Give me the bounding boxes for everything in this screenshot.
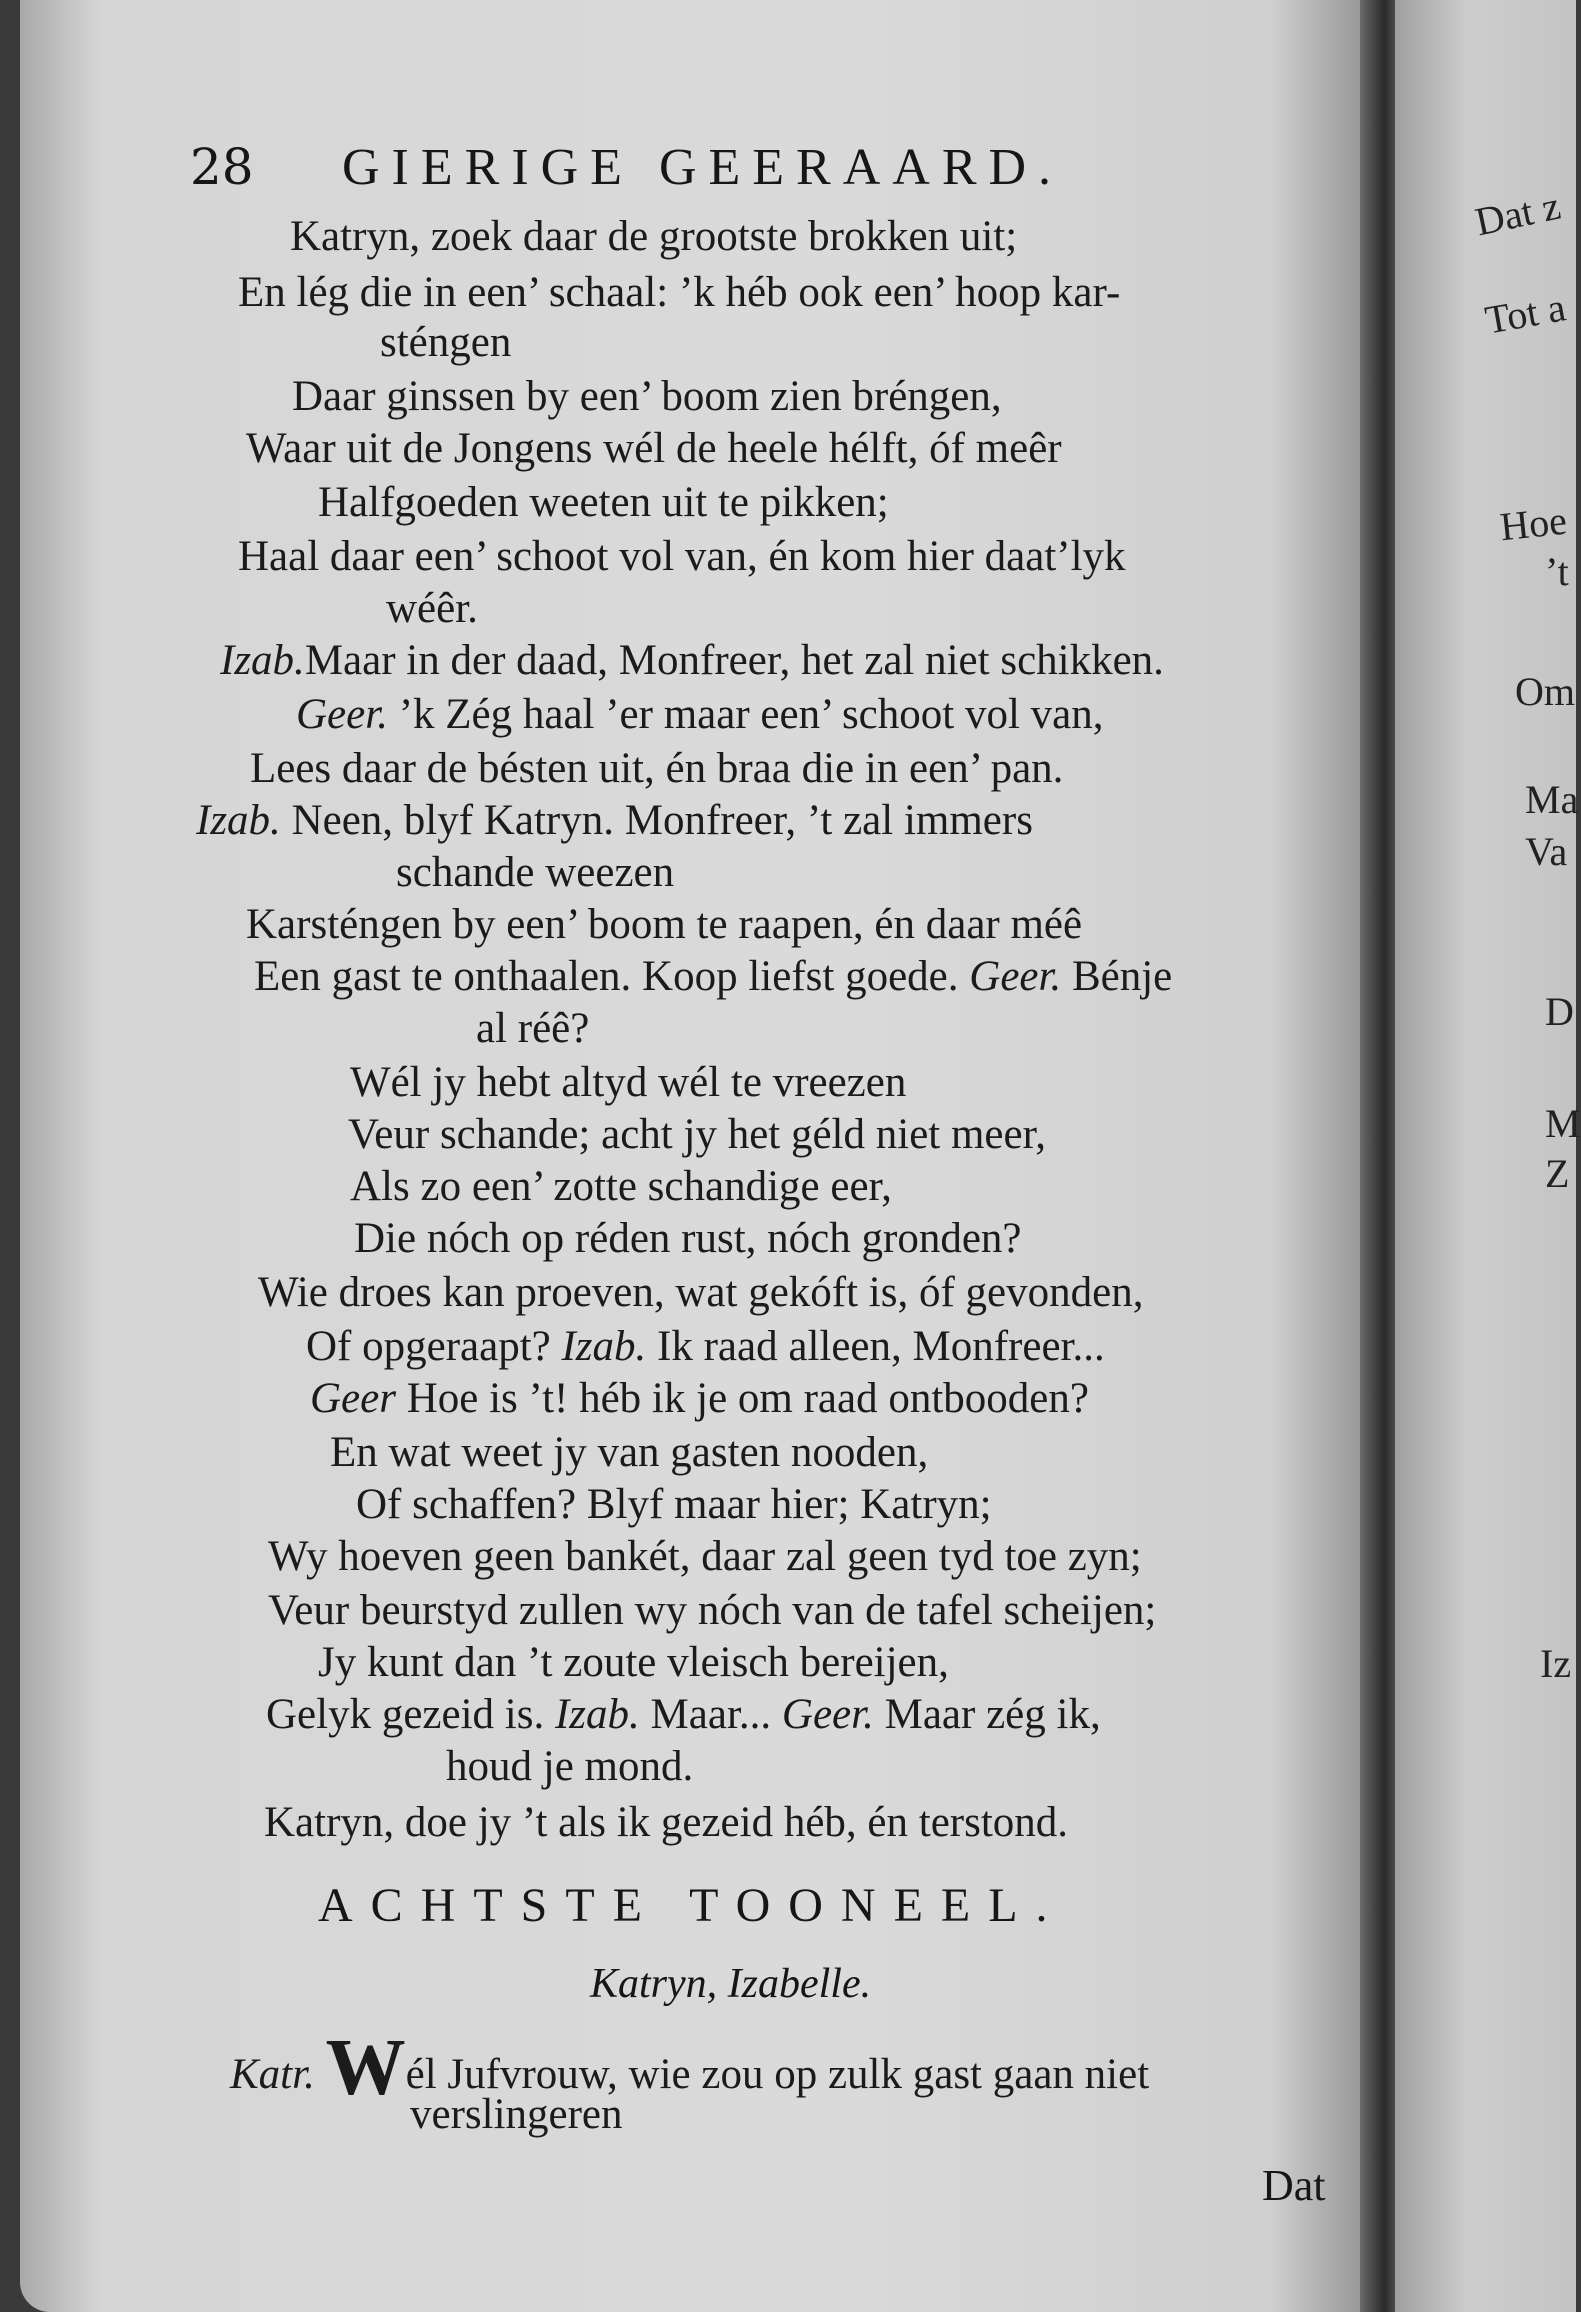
line-text: Katryn, zoek daar de grootste brokken uit; (290, 213, 1018, 260)
line-text: Katryn, doe jy ’t als ik gezeid héb, én terstond. (264, 1799, 1069, 1846)
verse-line (380, 318, 511, 368)
line-text: Een gast te onthaalen. Koop liefst goede. (254, 953, 970, 1000)
line-text: Of opgeraapt? (306, 1323, 562, 1370)
line-text: Jy kunt dan ’t zoute vleisch bereijen, (318, 1639, 949, 1686)
page-number: 28 (190, 138, 254, 196)
line-text: Wie droes kan proeven, wat gekóft is, óf gevonden, (258, 1269, 1144, 1316)
verse-line (318, 1638, 949, 1688)
final-line (230, 2024, 1150, 2112)
verse-line (238, 268, 1120, 318)
facing-fragment: Iz (1540, 1641, 1572, 1686)
speaker-label: Izab. (554, 1691, 640, 1738)
line-text: Hoe is ’t! héb ik je om raad ontbooden? (395, 1375, 1089, 1422)
line-text: Als zo een’ zotte schandige eer, (350, 1163, 892, 1210)
verse-line (356, 1480, 992, 1530)
facing-fragment: Hoe (1497, 497, 1569, 550)
verse-line (354, 1214, 1022, 1264)
speaker-label: Izab. (220, 637, 305, 684)
line-text: Karsténgen by een’ boom te raapen, én daar méê (246, 901, 1083, 948)
speaker-label: Izab. (196, 797, 281, 844)
facing-fragment: Va (1525, 829, 1568, 874)
facing-page (1395, 0, 1581, 2312)
final-line-continuation: verslingeren (410, 2091, 623, 2138)
verse-line (220, 636, 1164, 686)
line-text: Die nóch op réden rust, nóch gronden? (354, 1215, 1022, 1262)
line-text: Maar zég ik, (873, 1691, 1101, 1738)
facing-fragment: Om (1515, 669, 1575, 714)
running-title: GIERIGE GEERAARD. (342, 139, 1064, 196)
line-text: sténgen (380, 319, 512, 366)
line-text: Lees daar de bésten uit, én braa die in een’ pan. (250, 745, 1064, 792)
line-text: En lég die in een’ schaal: ’k héb ook een’ hoop kar- (238, 269, 1121, 316)
line-text: Veur beurstyd zullen wy nóch van de tafel scheijen; (268, 1587, 1157, 1634)
speaker-label: Izab. (561, 1323, 647, 1370)
facing-fragment: Dat z (1471, 182, 1565, 245)
line-text: Halfgoeden weeten uit te pikken; (318, 479, 889, 526)
line-text: Waar uit de Jongens wél de heele hélft, óf meêr (246, 425, 1062, 472)
speaker-label: Geer. (969, 953, 1062, 1000)
verse-line (476, 1004, 589, 1054)
facing-fragment: M (1545, 1101, 1581, 1146)
line-text: En wat weet jy van gasten nooden, (330, 1429, 929, 1476)
line-text: Veur schande; acht jy het géld niet meer, (348, 1111, 1046, 1158)
drop-cap: W (325, 2024, 406, 2112)
facing-fragment: Ma (1525, 777, 1579, 822)
verse-line (306, 1322, 1105, 1372)
verse-line (246, 424, 1062, 474)
line-text: Neen, blyf Katryn. Monfreer, ’t zal immers (280, 797, 1033, 844)
verse-line (296, 690, 1104, 740)
verse-line (348, 1110, 1046, 1160)
line-text: Haal daar een’ schoot vol van, én kom hier daat’lyk (238, 533, 1126, 580)
verse-line (290, 212, 1017, 262)
speaker-label: Geer. (296, 691, 388, 738)
line-text: Gelyk gezeid is. (266, 1691, 555, 1738)
line-text: Wél jy hebt altyd wél te vreezen (350, 1059, 907, 1106)
line-text: Wy hoeven geen bankét, daar zal geen tyd toe zyn; (268, 1533, 1142, 1580)
verse-line (268, 1586, 1156, 1636)
verse-line (264, 1798, 1068, 1848)
line-text: Of schaffen? Blyf maar hier; Katryn; (356, 1481, 992, 1528)
line-text: Maar in der daad, Monfreer, het zal niet schikken. (304, 637, 1164, 684)
verse-line (238, 532, 1126, 582)
verse-line (350, 1162, 892, 1212)
speaker-label: Katr. (230, 2051, 315, 2098)
verse-line (310, 1374, 1089, 1424)
verse-line (258, 1268, 1143, 1318)
verse-line (350, 1058, 906, 1108)
verse-line (318, 478, 889, 528)
facing-fragment: D (1545, 989, 1574, 1034)
scene-persons: Katryn, Izabelle. (590, 1961, 872, 2007)
verse-line (396, 848, 674, 898)
facing-fragment: ’t (1545, 549, 1569, 594)
line-text: wéêr. (386, 585, 478, 632)
verse-line (266, 1690, 1101, 1740)
line-text: Daar ginssen by een’ boom zien bréngen, (292, 373, 1002, 420)
line-text: al réê? (476, 1005, 590, 1052)
line-text: schande weezen (396, 849, 675, 896)
facing-fragment: Tot a (1481, 284, 1569, 343)
verse-line (250, 744, 1063, 794)
verse-line (246, 900, 1082, 950)
verse-line (446, 1742, 693, 1792)
verse-line (330, 1428, 928, 1478)
scene-title: ACHTSTE TOONEEL. (318, 1879, 1066, 1932)
verse-line (254, 952, 1172, 1002)
line-text: ’k Zég haal ’er maar een’ schoot vol van, (387, 691, 1104, 738)
line-text: Maar... (639, 1691, 782, 1738)
speaker-label: Geer (310, 1375, 396, 1422)
line-text: él Jufvrouw, wie zou op zulk gast gaan niet (405, 2051, 1150, 2098)
facing-fragment: Z (1545, 1151, 1570, 1196)
catchword: Dat (1262, 2161, 1326, 2210)
line-text: houd je mond. (446, 1743, 694, 1790)
verse-line (268, 1532, 1142, 1582)
verse-line (196, 796, 1033, 846)
verse-line (292, 372, 1002, 422)
page-header (180, 138, 1220, 208)
speaker-label: Geer. (781, 1691, 874, 1738)
verse-line (386, 584, 478, 634)
line-text: Bénje (1061, 953, 1173, 1000)
line-text: Ik raad alleen, Monfreer... (646, 1323, 1105, 1370)
